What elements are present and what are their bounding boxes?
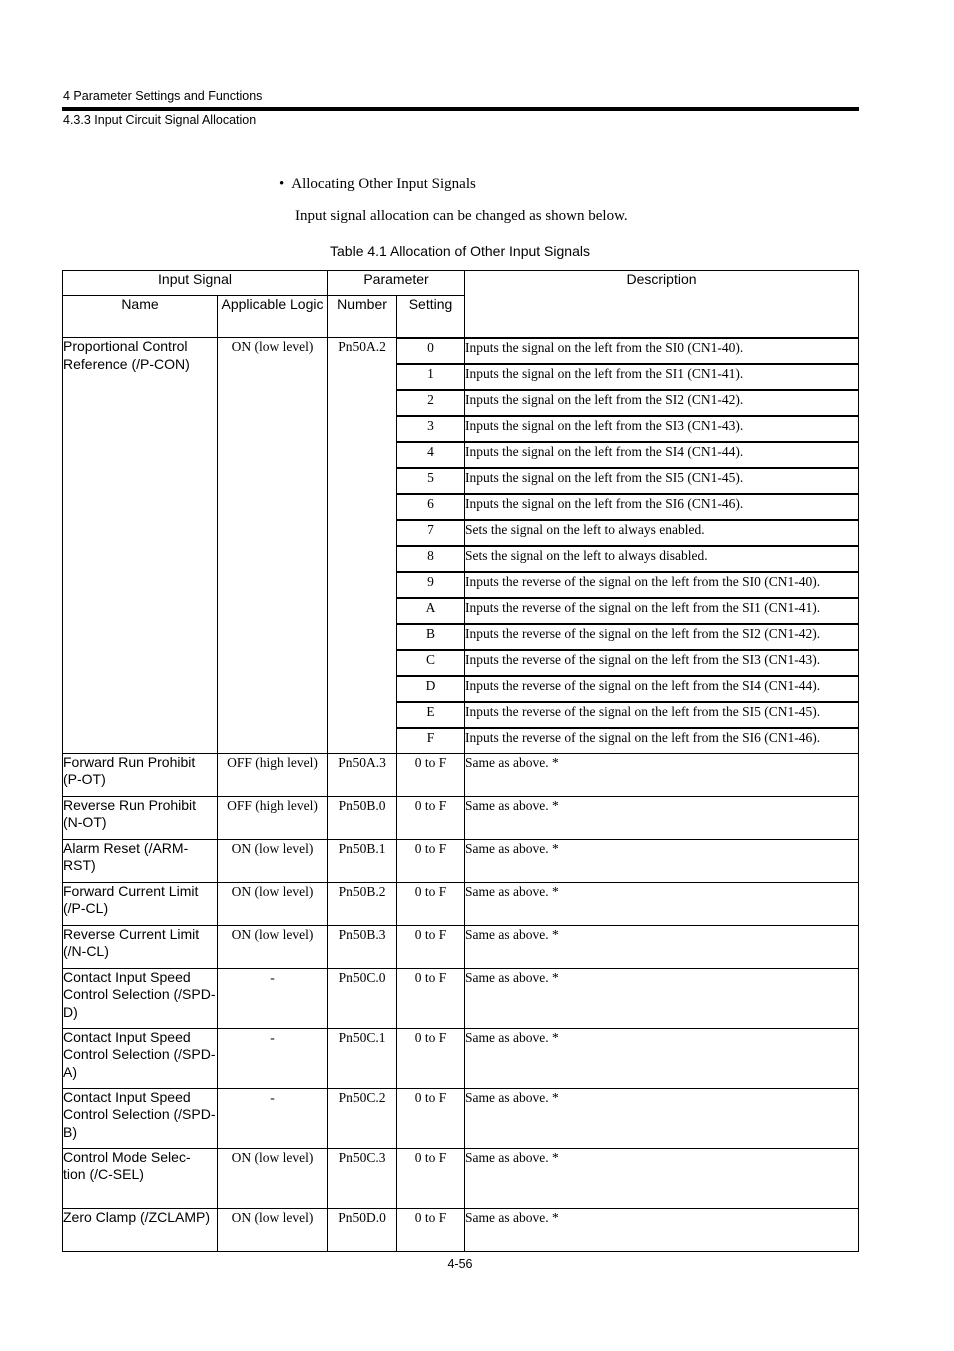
header-name: Name	[63, 296, 218, 338]
setting-value: 0 to F	[397, 753, 465, 796]
signal-name: Contact Input Speed Control Selection (/SPD-A)	[63, 1028, 218, 1088]
setting-description: Inputs the signal on the left from the SI5 (CN1-45).	[465, 468, 859, 494]
parameter-number: Pn50C.0	[328, 968, 397, 1028]
bullet-mark: •	[279, 176, 285, 192]
setting-value: 0 to F	[397, 796, 465, 839]
setting-description: Same as above. *	[465, 1028, 859, 1088]
setting-description: Inputs the reverse of the signal on the left from the SI6 (CN1-46).	[465, 728, 859, 754]
table-row	[63, 1148, 859, 1208]
setting-value: A	[397, 598, 465, 624]
setting-description: Inputs the signal on the left from the SI3 (CN1-43).	[465, 416, 859, 442]
header-rule	[62, 107, 859, 111]
applicable-logic: ON (low level)	[218, 839, 328, 882]
parameter-number: Pn50B.0	[328, 796, 397, 839]
setting-value: E	[397, 702, 465, 728]
setting-value: 0 to F	[397, 882, 465, 925]
setting-value: 2	[397, 390, 465, 416]
header-applicable-logic: Applicable Logic	[218, 296, 328, 338]
setting-value: 0 to F	[397, 1148, 465, 1208]
signal-name: Zero Clamp (/ZCLAMP)	[63, 1208, 218, 1251]
setting-description: Inputs the reverse of the signal on the left from the SI2 (CN1-42).	[465, 624, 859, 650]
setting-value: 0 to F	[397, 1028, 465, 1088]
signal-name: Control Mode Selec- tion (/C-SEL)	[63, 1148, 218, 1208]
header-setting: Setting	[397, 296, 465, 338]
header-description: Description	[465, 271, 859, 338]
applicable-logic: ON (low level)	[218, 338, 328, 754]
table-row	[63, 882, 859, 925]
setting-value: 8	[397, 546, 465, 572]
setting-description: Same as above. *	[465, 882, 859, 925]
header-parameter: Parameter	[328, 271, 465, 296]
setting-description: Inputs the reverse of the signal on the left from the SI0 (CN1-40).	[465, 572, 859, 598]
signal-name: Alarm Reset (/ARM-RST)	[63, 839, 218, 882]
setting-description: Same as above. *	[465, 1148, 859, 1208]
signal-name: Reverse Run Prohibit (N-OT)	[63, 796, 218, 839]
applicable-logic: ON (low level)	[218, 925, 328, 968]
signal-name: Proportional Control Reference (/P-CON)	[63, 338, 218, 754]
table-row	[63, 1208, 859, 1251]
table-caption: Table 4.1 Allocation of Other Input Signals	[330, 243, 590, 259]
applicable-logic: -	[218, 968, 328, 1028]
setting-value: 0 to F	[397, 1088, 465, 1148]
setting-description: Same as above. *	[465, 925, 859, 968]
setting-description: Inputs the signal on the left from the SI6 (CN1-46).	[465, 494, 859, 520]
parameter-number: Pn50B.2	[328, 882, 397, 925]
applicable-logic: -	[218, 1028, 328, 1088]
table-row	[63, 925, 859, 968]
table-row	[63, 1028, 859, 1088]
setting-description: Same as above. *	[465, 796, 859, 839]
applicable-logic: ON (low level)	[218, 882, 328, 925]
setting-description: Inputs the signal on the left from the SI1 (CN1-41).	[465, 364, 859, 390]
setting-value: B	[397, 624, 465, 650]
setting-value: 0	[397, 338, 465, 364]
setting-description: Same as above. *	[465, 1208, 859, 1251]
header-input-signal: Input Signal	[63, 271, 328, 296]
table-row	[63, 968, 859, 1028]
setting-description: Inputs the reverse of the signal on the left from the SI1 (CN1-41).	[465, 598, 859, 624]
table-body	[63, 338, 859, 1252]
setting-description: Same as above. *	[465, 839, 859, 882]
setting-value: D	[397, 676, 465, 702]
setting-description: Inputs the signal on the left from the SI0 (CN1-40).	[465, 338, 859, 364]
table-row	[63, 839, 859, 882]
parameter-number: Pn50C.3	[328, 1148, 397, 1208]
running-header-chapter: 4 Parameter Settings and Functions	[63, 89, 263, 103]
setting-value: 0 to F	[397, 968, 465, 1028]
parameter-number: Pn50D.0	[328, 1208, 397, 1251]
setting-value: 0 to F	[397, 839, 465, 882]
signal-name: Contact Input Speed Control Selection (/SPD-D)	[63, 968, 218, 1028]
setting-description: Same as above. *	[465, 1088, 859, 1148]
setting-value: 7	[397, 520, 465, 546]
setting-description: Inputs the signal on the left from the SI4 (CN1-44).	[465, 442, 859, 468]
setting-description: Inputs the reverse of the signal on the left from the SI4 (CN1-44).	[465, 676, 859, 702]
table-row	[63, 338, 859, 364]
setting-description: Sets the signal on the left to always enabled.	[465, 520, 859, 546]
setting-value: 3	[397, 416, 465, 442]
signal-name: Forward Current Limit (/P-CL)	[63, 882, 218, 925]
parameter-number: Pn50B.1	[328, 839, 397, 882]
signal-name: Contact Input Speed Control Selection (/SPD-B)	[63, 1088, 218, 1148]
setting-description: Same as above. *	[465, 968, 859, 1028]
parameter-number: Pn50A.3	[328, 753, 397, 796]
applicable-logic: ON (low level)	[218, 1208, 328, 1251]
bullet-heading-text: Allocating Other Input Signals	[291, 176, 476, 192]
table-row	[63, 753, 859, 796]
setting-value: C	[397, 650, 465, 676]
setting-value: 0 to F	[397, 1208, 465, 1251]
setting-description: Sets the signal on the left to always disabled.	[465, 546, 859, 572]
setting-value: 5	[397, 468, 465, 494]
setting-value: 1	[397, 364, 465, 390]
page-number: 4-56	[447, 1257, 473, 1271]
applicable-logic: -	[218, 1088, 328, 1148]
setting-value: 4	[397, 442, 465, 468]
setting-description: Inputs the reverse of the signal on the left from the SI3 (CN1-43).	[465, 650, 859, 676]
table-row	[63, 1088, 859, 1148]
running-header-section: 4.3.3 Input Circuit Signal Allocation	[63, 113, 257, 127]
parameter-number: Pn50A.2	[328, 338, 397, 754]
allocation-table	[62, 270, 859, 1252]
setting-description: Inputs the signal on the left from the SI2 (CN1-42).	[465, 390, 859, 416]
signal-name: Forward Run Prohibit (P-OT)	[63, 753, 218, 796]
signal-name: Reverse Current Limit (/N-CL)	[63, 925, 218, 968]
setting-value: 0 to F	[397, 925, 465, 968]
applicable-logic: OFF (high level)	[218, 796, 328, 839]
applicable-logic: ON (low level)	[218, 1148, 328, 1208]
intro-text: Input signal allocation can be changed as shown below.	[295, 208, 628, 224]
parameter-number: Pn50C.1	[328, 1028, 397, 1088]
bullet-heading	[279, 176, 476, 193]
applicable-logic: OFF (high level)	[218, 753, 328, 796]
table-row	[63, 796, 859, 839]
parameter-number: Pn50C.2	[328, 1088, 397, 1148]
parameter-number: Pn50B.3	[328, 925, 397, 968]
header-number: Number	[328, 296, 397, 338]
setting-value: 9	[397, 572, 465, 598]
setting-value: F	[397, 728, 465, 754]
setting-description: Same as above. *	[465, 753, 859, 796]
setting-value: 6	[397, 494, 465, 520]
setting-description: Inputs the reverse of the signal on the left from the SI5 (CN1-45).	[465, 702, 859, 728]
